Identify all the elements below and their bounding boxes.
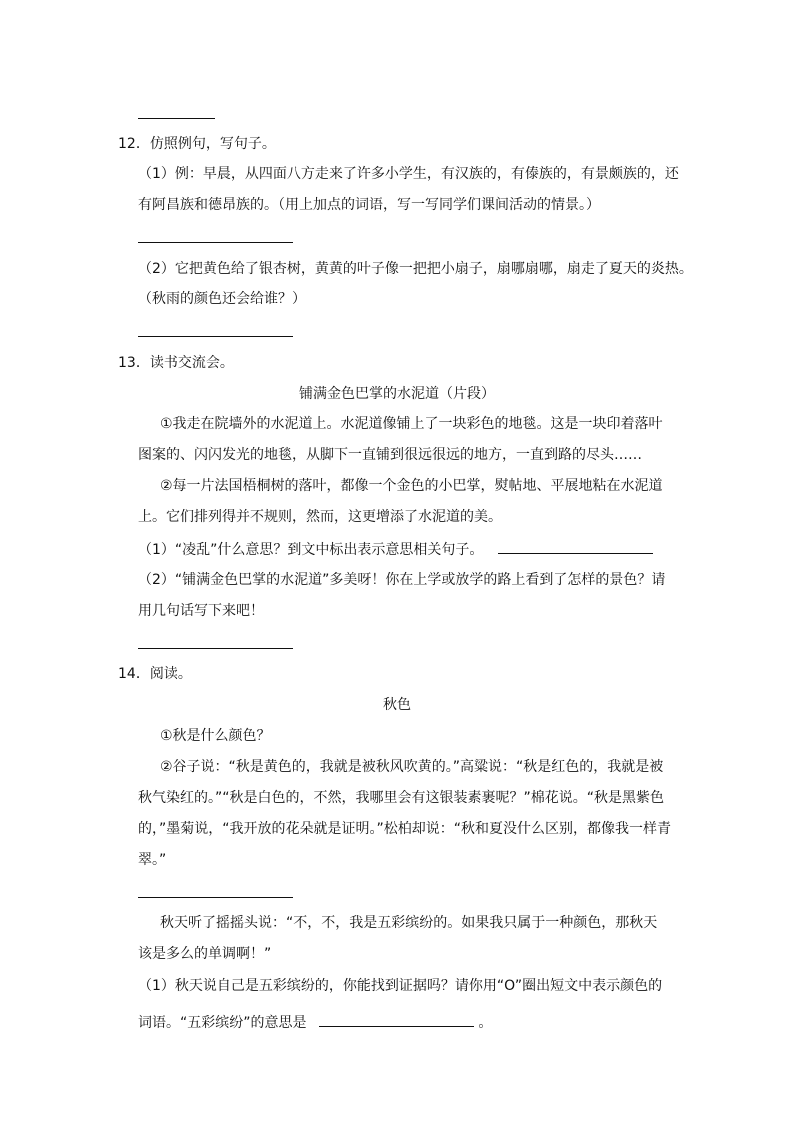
q12-part2-answer-line[interactable] <box>138 336 293 337</box>
q14-sub1-answer-line[interactable] <box>319 1012 474 1027</box>
q14-sub1-line1: （1）秋天说自己是五彩缤纷的，你能找到证据吗？请你用“O”圈出短文中表示颜色的 <box>138 978 663 994</box>
q13-sub2-line2: 用几句话写下来吧！ <box>138 603 264 619</box>
q14-line3: 秋气染红的。”“秋是白色的，不然，我哪里会有这银装素裹呢？”棉花说。“秋是黑紫色 <box>138 790 665 806</box>
q13-sub1-text: （1）“凌乱”什么意思？到文中标出表示意思相关句子。 <box>138 542 484 558</box>
q14-sub1-line2-text: 词语。“五彩缤纷”的意思是 <box>138 1015 307 1031</box>
q14-line6: 秋天听了摇摇头说：“不，不，我是五彩缤纷的。如果我只属于一种颜色，那秋天 <box>160 915 658 931</box>
q12-part1-line2: 有阿昌族和德昂族的。（用上加点的词语，写一写同学们课间活动的情景。） <box>138 197 600 213</box>
answer-line[interactable] <box>138 118 215 119</box>
q13-title: 13．读书交流会。 <box>118 355 234 371</box>
q13-para2-line2: 上。它们排列得并不规则，然而，这更增添了水泥道的美。 <box>138 509 502 525</box>
q12-title: 12．仿照例句，写句子。 <box>118 136 276 152</box>
q13-sub2-answer-line[interactable] <box>138 648 293 649</box>
q13-sub1 <box>138 539 653 560</box>
q13-sub2-line1: （2）“铺满金色巴掌的水泥道”多美呀！你在上学或放学的路上看到了怎样的景色？请 <box>138 572 666 588</box>
q13-para1-line1: ①我走在院墙外的水泥道上。水泥道像铺上了一块彩色的地毯。这是一块印着落叶 <box>160 416 663 432</box>
q13-para2-line1: ②每一片法国梧桐树的落叶，都像一个金色的小巴掌，熨帖地、平展地粘在水泥道 <box>160 478 663 494</box>
q14-line2: ②谷子说：“秋是黄色的，我就是被秋风吹黄的。”高粱说：“秋是红色的，我就是被 <box>160 759 664 775</box>
q12-part2-line2: （秋雨的颜色还会给谁？） <box>138 291 306 307</box>
q13-sub1-answer-line[interactable] <box>498 539 653 554</box>
q12-part2-line1: （2）它把黄色给了银杏树，黄黄的叶子像一把把小扇子，扇哪扇哪，扇走了夏天的炎热。 <box>138 261 693 277</box>
q13-passage-title: 铺满金色巴掌的水泥道（片段） <box>299 386 495 402</box>
q12-part1-answer-line[interactable] <box>138 242 293 243</box>
q13-para1-line2: 图案的、闪闪发光的地毯，从脚下一直铺到很远很远的地方，一直到路的尽头…… <box>138 447 642 463</box>
q14-line7: 该是多么的单调啊！” <box>138 946 272 962</box>
q14-line1: ①秋是什么颜色？ <box>160 728 271 744</box>
q14-answer-line[interactable] <box>138 897 293 898</box>
q14-title: 14．阅读。 <box>118 666 192 682</box>
q14-line4: 的，”墨菊说，“我开放的花朵就是证明。”松柏却说：“秋和夏没什么区别，都像我一样青 <box>138 821 672 837</box>
q12-part1-line1: （1）例：早晨，从四面八方走来了许多小学生，有汉族的，有傣族的，有景颇族的，还 <box>138 166 679 182</box>
q14-line5: 翠。” <box>138 852 167 868</box>
q14-passage-title: 秋色 <box>383 697 411 713</box>
q14-sub1-end-mark: 。 <box>478 1015 493 1031</box>
q14-sub1-line2 <box>138 1012 492 1033</box>
